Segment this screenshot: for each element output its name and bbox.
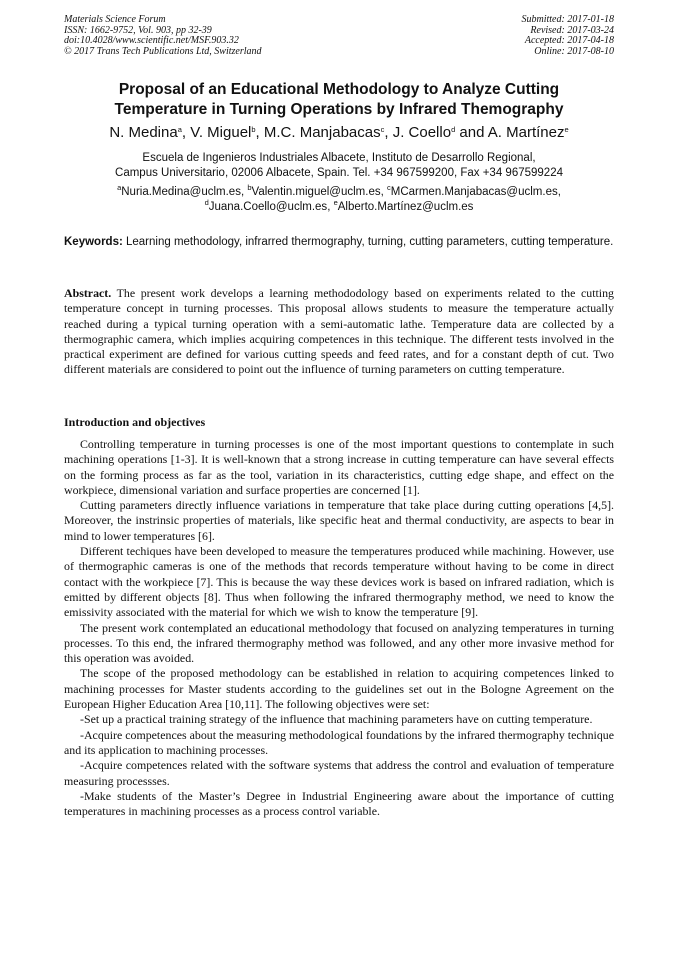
- submitted-date: Submitted: 2017-01-18: [521, 14, 614, 25]
- author-sup: d: [451, 125, 456, 134]
- section-heading: Introduction and objectives: [64, 415, 206, 429]
- objective-item: -Acquire competences related with the software systems that address the control and evaluation of temperature measuring processses.: [64, 758, 614, 788]
- author-sup: a: [177, 125, 182, 134]
- paragraph: Cutting parameters directly influence variations in temperature that take place during cutting operations [4,5]. Moreover, the instrinsic properties of materials, like specific heat and thermal conductivity, are aspects to bear in mind to lower temperatures [6].: [64, 498, 614, 543]
- author-name: A. Martínez: [487, 124, 565, 141]
- paragraph: Different techiques have been developed to measure the temperatures produced while machining. However, use of thermographic cameras is one of the methods that records temperature without having to be come in direct contact with the workpiece [7]. This is because the way these devices work is based on infrared radiation, which is emitted by different objects [8]. Thus when following the infrared thermography method, we need to know the emissivity associated with the material for which we wish to know the temperature [9].: [64, 544, 614, 620]
- submission-dates: [522, 15, 615, 57]
- online-date: Online: 2017-08-10: [534, 45, 614, 57]
- keywords-text: Learning methodology, infrarred thermography, turning, cutting parameters, cutting temperature.: [126, 236, 614, 248]
- abstract-label: Abstract.: [64, 286, 112, 300]
- email-link[interactable]: Alberto.Martínez@uclm.es: [337, 200, 474, 213]
- keywords-block: [64, 235, 614, 250]
- affiliation-line-2: Campus Universitario, 02006 Albacete, Spain. Tel. +34 967599200, Fax +34 967599224: [115, 166, 563, 179]
- section-body: [64, 437, 614, 819]
- email-sup: c: [386, 183, 391, 192]
- author-list: N. Medina$^a$, V. Miguel$^b$, M.C. Manjabacas$^c$, J. Coello$^d$ and A. Martínez$^e$: [109, 124, 569, 141]
- affiliation: [64, 151, 614, 180]
- revised-date: Revised: 2017-03-24: [530, 24, 614, 36]
- objective-item: -Make students of the Master’s Degree in Industrial Engineering aware about the importance of cutting temperatures in machining processes as a process control variable.: [64, 788, 614, 819]
- abstract-block: [64, 286, 614, 378]
- journal-info: [64, 15, 262, 57]
- author-emails: $^a$Nuria.Medina@uclm.es, $^b$Valentin.miguel@uclm.es, $^c$MCarmen.Manjabacas@uclm.es, $^d$Juana.Coello@uclm.es, $^e$Alberto.Martínez@uclm.es: [117, 183, 561, 213]
- title-line-1: Proposal of an Educational Methodology to Analyze Cutting: [118, 81, 560, 98]
- paragraph: The present work contemplated an educational methodology that focused on analyzing temperatures in turning processes. To this end, the infrared thermography method was followed, and any other more invasive method for this operation was avoided.: [64, 620, 614, 666]
- affiliation-line-1: Escuela de Ingenieros Industriales Albacete, Instituto de Desarrollo Regional,: [142, 152, 536, 164]
- accepted-date: Accepted: 2017-04-18: [524, 35, 614, 47]
- author-name: V. Miguel: [190, 124, 252, 141]
- author-sup: b: [251, 125, 256, 134]
- title-line-2: Temperature in Turning Operations by Infrared Themography: [114, 101, 564, 118]
- keywords-label: Keywords:: [64, 236, 123, 248]
- author-name: J. Coello: [392, 124, 452, 141]
- journal-name: Materials Science Forum: [64, 14, 166, 25]
- email-link[interactable]: Nuria.Medina@uclm.es: [121, 186, 241, 198]
- abstract-text: The present work develops a learning methododology based on experiments related to the cutting temperature concept in turning processes. This proposal allows students to measure the temperature actually reached during a typical turning operation with a semi-automatic lathe. Temperature data are collected by a thermographic camera, which implies acquiring competences in this technique. The different tests involved in the practical experiment are defined for various cutting speeds and feed rates, and for a constant depth of cut. Two different materials are considered to point out the influence of turning parameters on cutting temperature.: [64, 286, 614, 377]
- copyright-line: © 2017 Trans Tech Publications Ltd, Switzerland: [64, 45, 262, 57]
- paragraph: Controlling temperature in turning processes is one of the most important questions to contemplate in such machining operations [1-3]. It is well-known that a strong increase in cutting temperature can have several effects on the forming process as far as the tool, variation in its characteristics, cutting edge shape, and effect on the workpiece, dimensional variation and surface properties are concerned [1].: [64, 437, 614, 497]
- author-name: N. Medina: [109, 124, 178, 141]
- email-sup: e: [333, 197, 338, 207]
- author-name: M.C. Manjabacas: [263, 124, 381, 141]
- issn-line: ISSN: 1662-9752, Vol. 903, pp 32-39: [64, 24, 212, 36]
- author-sup: e: [564, 125, 569, 134]
- paragraph: The scope of the proposed methodology can be established in relation to acquiring competences linked to machining processes for Master students according to the guidelines set out in the Bologne Agreement on the European Higher Education Area [10,11]. The following objectives were set:: [64, 666, 614, 712]
- author-sup: c: [380, 125, 385, 134]
- email-link[interactable]: Juana.Coello@uclm.es: [208, 200, 328, 213]
- doi-line: doi:10.4028/www.scientific.net/MSF.903.32: [64, 35, 239, 47]
- email-link[interactable]: Valentin.miguel@uclm.es: [251, 186, 381, 198]
- email-sup: d: [204, 197, 209, 207]
- email-sup: a: [117, 183, 122, 192]
- email-link[interactable]: MCarmen.Manjabacas@uclm.es: [390, 186, 558, 198]
- email-sup: b: [247, 183, 252, 192]
- objective-item: -Set up a practical training strategy of the influence that machining parameters have on cutting temperature.: [80, 712, 593, 727]
- paper-title: [64, 80, 614, 120]
- objective-item: -Acquire competences about the measuring methodological foundations by the infrared thermography technique and its application to machining processes.: [64, 727, 614, 757]
